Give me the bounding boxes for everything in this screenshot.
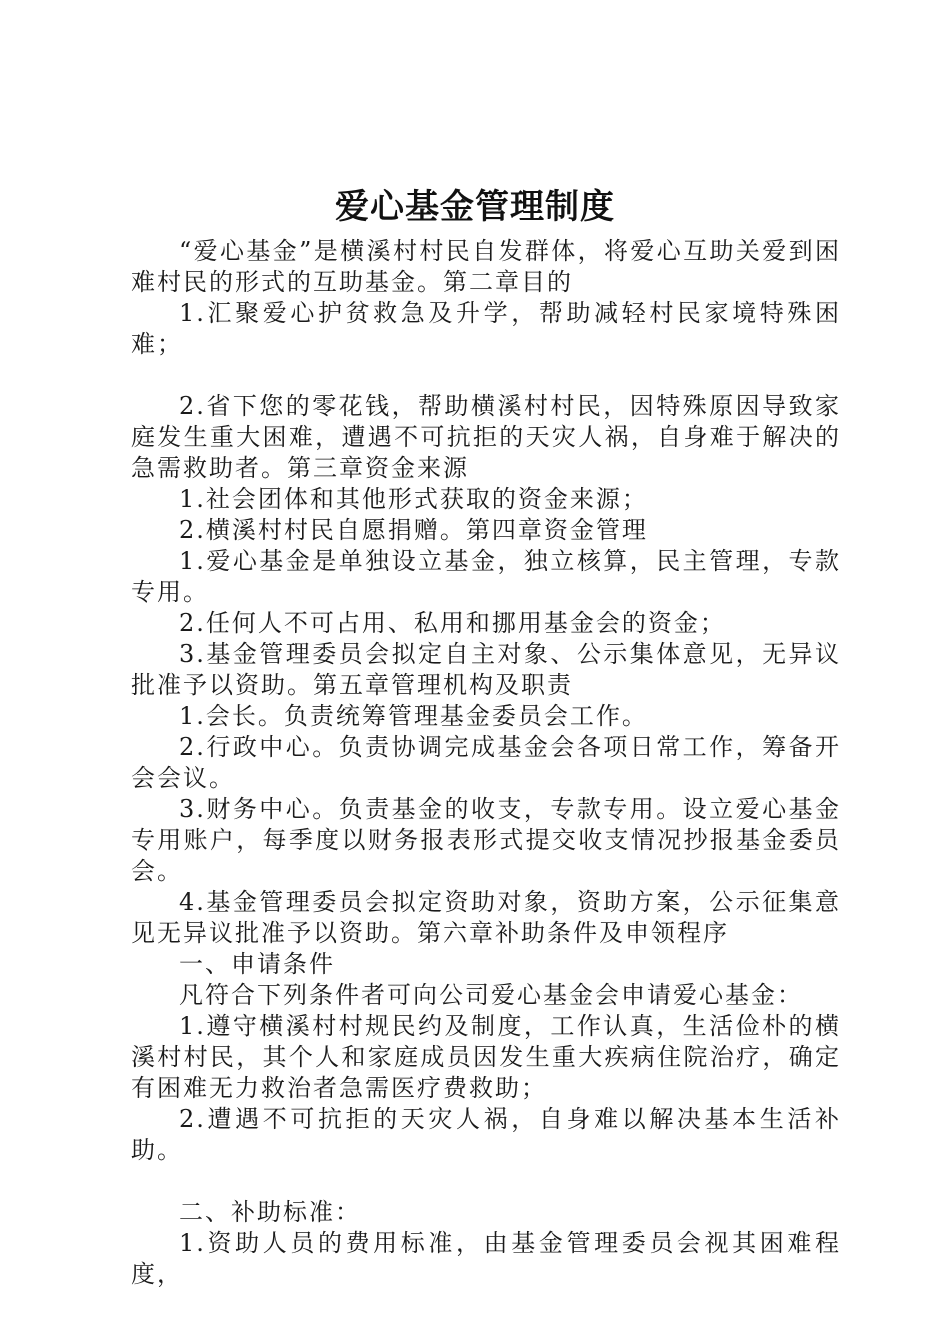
paragraph: 2.行政中心。负责协调完成基金会各项日常工作，筹备开会会议。 xyxy=(131,733,841,792)
paragraph: 4.基金管理委员会拟定资助对象，资助方案，公示征集意见无异议批准予以资助。第六章补助条件及申领程序 xyxy=(131,888,841,947)
paragraph: 1.爱心基金是单独设立基金，独立核算，民主管理，专款专用。 xyxy=(131,547,841,606)
paragraph: “爱心基金”是横溪村村民自发群体，将爱心互助关爱到困难村民的形式的互助基金。第二章目的 xyxy=(131,237,841,296)
paragraph: 二、补助标准： xyxy=(179,1198,361,1226)
paragraph: 3.基金管理委员会拟定自主对象、公示集体意见，无异议批准予以资助。第五章管理机构及职责 xyxy=(131,640,841,699)
blank-line xyxy=(131,1166,841,1197)
paragraph: 1.社会团体和其他形式获取的资金来源； xyxy=(179,485,648,513)
paragraph: 1.资助人员的费用标准，由基金管理委员会视其困难程度， xyxy=(131,1229,841,1288)
paragraph: 2.横溪村村民自愿捐赠。第四章资金管理 xyxy=(179,516,648,544)
paragraph: 1.遵守横溪村村规民约及制度，工作认真，生活俭朴的横溪村村民，其个人和家庭成员因发生重大疾病住院治疗，确定有困难无力救治者急需医疗费救助； xyxy=(131,1012,841,1102)
paragraph: 2.遭遇不可抗拒的天灾人祸，自身难以解决基本生活补助。 xyxy=(131,1105,841,1164)
paragraph: 1.会长。负责统筹管理基金委员会工作。 xyxy=(179,702,648,730)
document-body xyxy=(131,236,841,1290)
paragraph: 3.财务中心。负责基金的收支，专款专用。设立爱心基金专用账户，每季度以财务报表形式提交收支情况抄报基金委员会。 xyxy=(131,795,841,885)
blank-line xyxy=(131,360,841,391)
paragraph: 一、申请条件 xyxy=(179,950,335,978)
paragraph: 1.汇聚爱心护贫救急及升学，帮助减轻村民家境特殊困难； xyxy=(131,299,841,358)
paragraph: 2.任何人不可占用、私用和挪用基金会的资金； xyxy=(179,609,726,637)
paragraph: 2.省下您的零花钱，帮助横溪村村民，因特殊原因导致家庭发生重大困难，遭遇不可抗拒的天灾人祸，自身难于解决的急需救助者。第三章资金来源 xyxy=(131,392,841,482)
document-title: 爱心基金管理制度 xyxy=(335,187,615,227)
paragraph: 凡符合下列条件者可向公司爱心基金会申请爱心基金： xyxy=(179,981,803,1009)
